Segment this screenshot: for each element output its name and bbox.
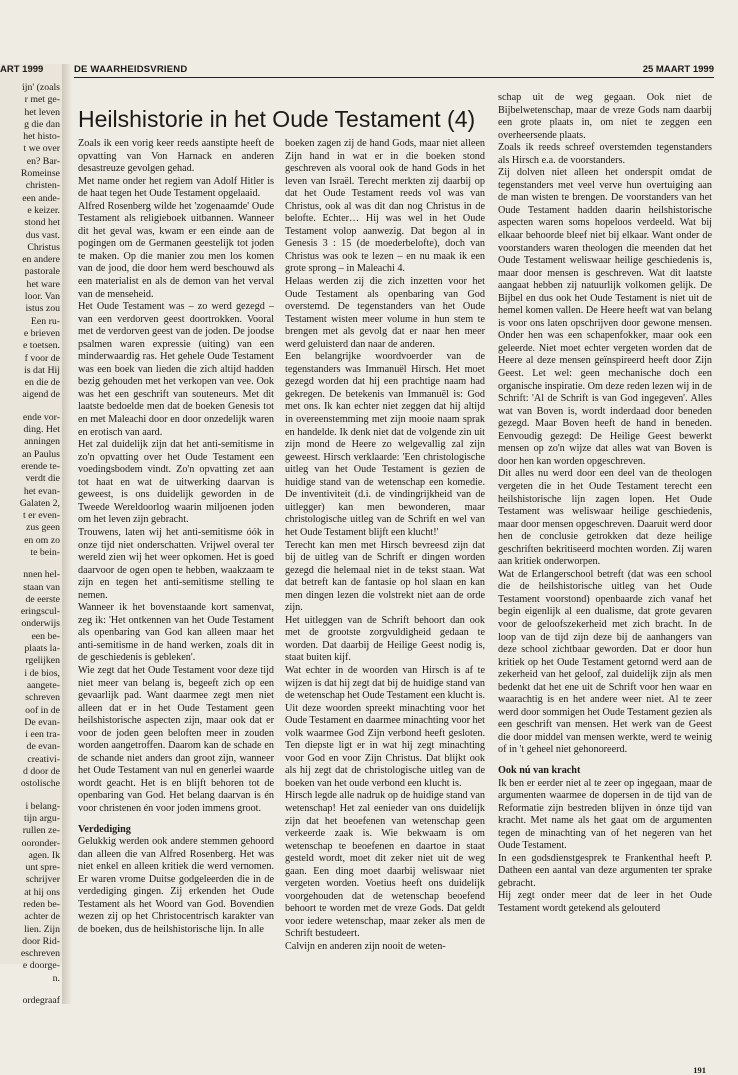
previous-page-line: zus geen: [25, 522, 60, 534]
previous-page-line: pastorale: [24, 266, 60, 278]
previous-page-line: Galaten 2,: [19, 497, 60, 509]
paragraph: Terecht kan men met Hirsch bevreesd zijn dat bij de uitleg van de Schrift er dingen worden gezegd die helemaal niet in de tekst staan. Wat dat betreft kan de fantasie op hol slaan en kan men dingen lezen die volstrekt niet aan de orde zijn.: [285, 539, 485, 614]
previous-page-line: het leven: [24, 106, 60, 118]
previous-page-line: unt spre-: [25, 862, 60, 874]
header-rule: [74, 77, 714, 78]
paragraph: Met name onder het regiem van Adolf Hitler is de haat tegen het Oude Testament opgelaaid.: [78, 175, 274, 200]
paragraph: Helaas werden zij die zich inzetten voor het Oude Testament als openbaring van God overstemd. De tegenstanders van het Oude Testament wisten meer volume in hun stem te brengen met als gevolg dat er naar hen meer werd geluisterd dan naar de anderen.: [285, 276, 485, 350]
paragraph: Wanneer ik het bovenstaande kort samenvat, zeg ik: 'Het ontkennen van het Oude Testament als openbaring van God kan alleen maar het anti-semitisme in de hand werken, zoals dit in de geschiedenis is gebleken'.: [78, 602, 274, 664]
previous-page-line: tijn argu-: [23, 812, 60, 824]
paragraph: Gelukkig werden ook andere stemmen gehoord dan alleen die van Alfred Rosenberg. Het was niet enkel en alleen kritiek die werd vernomen. Er waren vrome Duitse godgeleerden die in de verdediging gingen. Zij erkenden het Oude Testament als het Woord van God. Bovendien wezen zij op het Christocentrisch karakter van de boeken, dus de heilshistorische lijn. In alle: [78, 836, 274, 935]
previous-page-text: [0, 82, 62, 1007]
previous-page-line: e keizer.: [27, 204, 60, 216]
previous-page-line: en andere: [22, 254, 60, 266]
previous-page-line: f voor de: [24, 352, 60, 364]
article-column-1: [78, 138, 274, 936]
previous-page-line: de eerste: [25, 593, 60, 605]
previous-page-line: Christus: [27, 241, 60, 253]
previous-page-line: e toetsen.: [23, 340, 60, 352]
previous-page-line: Romeinse: [20, 168, 60, 180]
previous-page-line: i de bios,: [24, 667, 60, 679]
previous-page-line: is dat Hij: [24, 364, 60, 376]
article-title: Heilshistorie in het Oude Testament (4): [78, 106, 476, 132]
previous-page-line: en? Bar-: [26, 155, 60, 167]
previous-page-line: een be-: [31, 630, 60, 642]
paragraph: In een godsdienstgesprek te Frankenthal heeft P. Datheen een aantal van deze argumenten ter sprake gebracht.: [498, 852, 712, 889]
previous-page-line: rgelijken: [25, 655, 60, 667]
previous-page-line: i een tra-: [25, 729, 60, 741]
publication-name: DE WAARHEIDSVRIEND: [74, 64, 188, 75]
previous-page-line: Een ru-: [30, 315, 60, 327]
previous-page-line: t we over: [23, 143, 60, 155]
previous-page-line: e doorge-: [22, 960, 60, 972]
previous-page-line: en om zo: [24, 534, 60, 546]
previous-page-line: [0, 402, 62, 412]
previous-page-line: agen. Ik: [28, 849, 60, 861]
previous-page-line: anningen: [24, 436, 60, 448]
subheading-ook-nu-van-kracht: Ook nú van kracht: [498, 764, 581, 776]
previous-page-line: het histo-: [23, 131, 60, 143]
previous-page-header: ART 1999: [0, 64, 44, 75]
previous-page-line: de evan-: [26, 741, 60, 753]
issue-date: 25 MAART 1999: [642, 64, 714, 75]
article-column-3: [498, 92, 712, 916]
previous-page-line: onderwijs: [21, 618, 60, 630]
paragraph: Zij dolven niet alleen het onderspit omdat de tegenstanders met veel verve hun overtuiging aan de man wisten te brengen. De voorstanders van het Oude Testament hadden daarin heilshistorische aspecten waren soms hopeloos verdeeld. Wat bij elkaar behoorde bleef niet bij elkaar. Want onder de voorstanders waren theologen die meenden dat het Oude Testament weliswaar heilige geschiedenis is, maar door mensen is geschreven. Wat dit laatste aangaat hebben zij natuurlijk volkomen gelijk. De Bijbel en dus ook het Oude Testament is niet uit de hemel komen vallen. De Heere heeft wat van belang is voor ons laten opschrijven door gewone mensen. Onder hen was een schapenfokker, maar ook een geleerde. Niet moet echter vergeten worden dat de Heere al deze mensen geïnspireerd heeft door Zijn Geest. Let wel: geen mechanische doch een organische inspiratie. Om deze reden lezen wij in de Schrift: 'Al de Schrift is van God ingegeven'. Alles wat van Boven is, wordt inderdaad door beneden gezegd. Maar Boven heeft de hand in beneden. Eenvoudig gezegd: De Heilige Geest bewerkt mensen op zo'n wijze dat alles wat van Boven is door hen kan worden opgeschreven.: [498, 167, 712, 467]
previous-page-line: aigend de: [22, 389, 60, 401]
previous-page-line: stond het: [24, 217, 60, 229]
running-header: [74, 64, 714, 78]
previous-page-line: lien. Zijn: [24, 923, 60, 935]
paragraph: Het uitleggen van de Schrift behoort dan ook met de grootste zorgvuldigheid gedaan te worden. Dat daarbij de Heilige Geest nodig is, staat buiten kijf.: [285, 614, 485, 664]
paragraph: Alfred Rosenberg wilde het 'zogenaamde' Oude Testament als religieboek uitbannen. Wanneer dit het geval was, kwam er een einde aan de pogingen om de Germanen geestelijk tot joden te maken. Op die manier zou men los komen van de jood, die door hem werd beschouwd als een materialist en als de demon van het verval van de menseheid.: [78, 200, 274, 300]
previous-page-line: ordegraaf: [22, 995, 60, 1007]
paragraph: Het Oude Testament was – zo werd gezegd – van een verdorven geest doortrokken. Vooral met de verdorven geest van de joden. De joodse psalmen waren expressie (uiting) van een minderwaardig ras. Het gehele Oude Testament was een boek van lieden die zich altijd hadden bezig gehouden met het verkopen van vee. Ook was het een geschrift van souteneurs. Met dit laatste bedoelde men dat de boeken Genesis tot en met Maleachi door en door onzedelijk waren en erotisch van aard.: [78, 301, 274, 438]
previous-page-line: i belang-: [25, 800, 60, 812]
column-1-paragraphs: [78, 138, 274, 816]
previous-page-line: staan van: [23, 581, 60, 593]
paragraph: Wat de Erlangerschool betreft (dat was een school die de heilshistorische uitleg van het Oude Testament voorstond) openbaarde zich vanaf het begin eigenlijk al een dualisme, dat grote gevaren voor de geloofszekerheid met zich bracht. In de loop van de tijd zijn deze bij de aanhangers van deze school zichtbaar geworden. Dat er door hun kritiek op het Oude Testament getornd werd aan de zekerheid van het geloof, zal duidelijk zijn als men bedenkt dat het ene uit de Schrift voor hen waar en waarachtig is en het andere weer niet. Al te zeer werd door sommigen het Oude Testament gezien als een geschrift van mensen. Het werk van de Geest die door middel van mensen werkte, werd te weinig of in 't geheel niet gehonoreerd.: [498, 568, 712, 756]
paragraph: schap uit de weg gegaan. Ook niet de Bijbelwetenschap, maar de vreze Gods nam daarbij een grote plaats in, om niet te zeggen een overheersende plaats.: [498, 92, 712, 141]
previous-page-line: [0, 559, 62, 569]
previous-page-line: het evan-: [23, 485, 60, 497]
previous-page-line: an Paulus: [22, 448, 60, 460]
paragraph: Zoals ik een vorig keer reeds aanstipte heeft de opvatting van Von Harnack en anderen desastreuze gevolgen gehad.: [78, 138, 274, 175]
paragraph: Het zal duidelijk zijn dat het anti-semitisme in zo'n opvatting over het Oude Testament een voedingsbodem vindt. Zo'n opvatting zet aan tot haat en wat de uitwerking daarvan is geweest, is ons duidelijk geworden in de Tweede Wereldoorlog waarin miljoenen joden om het leven zijn gebracht.: [78, 439, 274, 526]
previous-page-line: ding. Het: [23, 424, 60, 436]
previous-page-line: eringscul-: [20, 606, 60, 618]
paragraph: Zoals ik reeds schreef overstemden tegenstanders als Hirsch e.a. de voorstanders.: [498, 142, 712, 166]
previous-page-line: christen-: [25, 180, 60, 192]
previous-page-line: r met ge-: [24, 94, 60, 106]
previous-page-line: aangete-: [26, 679, 60, 691]
paragraph: Trouwens, laten wij het anti-semitisme óók in onze tijd niet onderschatten. Vrijwel overal ter wereld zien wij het weer opkomen. Het is goed daarvoor de ogen open te hebben, waakzaam te zijn en tegen het anti-semitisme stelling te nemen.: [78, 526, 274, 601]
previous-page-line: te bein-: [30, 546, 60, 558]
column-1-continued: [78, 836, 274, 936]
page-gutter: [62, 64, 72, 1004]
previous-page-fragment: [0, 64, 62, 1007]
previous-page-line: De evan-: [24, 716, 60, 728]
paragraph: Wie zegt dat het Oude Testament voor deze tijd niet meer van belang is, begeeft zich op een gevaarlijk pad. Want daarmee zegt men niet alleen dat er in het Oude Testament geen heilshistorische aspecten zijn, maar ook dat er voor de joden geen beloften meer in zouden worden aangetroffen. Daarom kan de schade en de schande niet anders dan groot zijn, wanneer het Oude Testament van nul en generlei waarde wordt geacht. Het is en blijft behoren tot de openbaring van God. Het belang daarvan is én voor christenen én voor joden immens groot.: [78, 664, 274, 814]
previous-page-line: schrijver: [25, 874, 60, 886]
previous-page-line: ostolische: [20, 778, 60, 790]
previous-page-line: door Rid-: [22, 935, 60, 947]
previous-page-line: een ande-: [22, 192, 60, 204]
magazine-page: [74, 64, 714, 1075]
paragraph: Wat echter in de woorden van Hirsch is af te wijzen is dat hij zegt dat bij de huidige stand van de wetenschap het Oude Testament een klucht is. Uit deze woorden spreekt minachting voor het Oude Testament en daarmee minachting voor het volk waarmee God Zijn verbond heeft gesloten. Ten diepste ligt er in wat hij zegt minachting voor God en voor Zijn Christus. Dat blijkt ook als hij zegt dat de christologische uitleg van de boeken van het oude verbond een klucht is.: [285, 664, 485, 789]
column-2-paragraphs: [285, 138, 485, 954]
previous-page-line: ooronder-: [21, 837, 60, 849]
previous-page-line: t er even-: [23, 510, 60, 522]
previous-page-line: het ware: [26, 278, 60, 290]
previous-page-line: e brieven: [23, 327, 60, 339]
previous-page-line: schreven: [25, 692, 60, 704]
previous-page-line: reden be-: [23, 899, 60, 910]
previous-page-line: verdt die: [25, 473, 60, 485]
previous-page-line: at hij ons: [24, 886, 60, 898]
column-3-continued: [498, 778, 712, 916]
previous-page-line: oof in de: [25, 704, 60, 716]
previous-page-line: g die dan: [24, 118, 60, 130]
previous-page-line: erende te-: [21, 460, 60, 472]
paragraph: Dit alles nu werd door een deel van de theologen vergeten die in het Oude Testament terecht een heilshistorische lijn zagen lopen. Het Oude Testament was weliswaar heilige geschiedenis, maar door mensen opgeschreven. Daaruit werd door hen de conclusie getrokken dat deze heilige geschriften bekritiseerd mochten worden. Zij waren aan kritiek onderworpen.: [498, 468, 712, 568]
previous-page-line: ijn' (zoals: [22, 82, 60, 93]
previous-page-line: [0, 985, 62, 995]
previous-page-line: dus vast.: [25, 229, 60, 241]
previous-page-line: ende vor-: [22, 411, 60, 423]
paragraph: Calvijn en anderen zijn nooit de weten-: [285, 941, 446, 952]
paragraph: Hirsch legde alle nadruk op de huidige stand van wetenschap! Het zal eenieder van ons duidelijk zijn dat het beoefenen van wetenschap geen verkeerde zaak is. Wie bekwaam is om wetenschap te beoefenen en daartoe in staat gesteld wordt, moet dit zeker niet uit de weg gaan. Een ding moet daarbij weliswaar niet vergeten worden. Voetius heeft ons duidelijk voorgehouden dat de wetenschap beoefend behoort te worden met de vreze Gods. Dat geldt voor iedere wetenschap, maar zeker als men de Schrift bestudeert.: [285, 790, 485, 940]
previous-page-line: eschreven: [20, 948, 60, 960]
paragraph: Ik ben er eerder niet al te zeer op ingegaan, maar de argumenten waarmee de dopersen in de tijd van de Reformatie zijn bestreden blijven in ónze tijd van kracht. Met name als het gaat om de argumenten tegen de minachting van of het negeren van het Oude Testament.: [498, 777, 712, 852]
previous-page-line: plaats la-: [24, 643, 60, 655]
page-number: 191: [693, 1065, 706, 1075]
column-3-paragraphs: [498, 92, 712, 757]
previous-page-line: achter de: [24, 911, 60, 923]
paragraph: Hij zegt onder meer dat de leer in het Oude Testament wordt getekend als gelouterd: [498, 890, 712, 914]
previous-page-line: loor. Van: [24, 291, 60, 303]
previous-page-line: istus zou: [25, 303, 60, 315]
subheading-verdediging: Verdediging: [78, 823, 131, 835]
previous-page-line: en die de: [24, 377, 60, 389]
previous-page-line: [0, 791, 62, 801]
previous-page-line: n.: [52, 972, 60, 984]
previous-page-line: nnen hel-: [23, 569, 60, 581]
article-column-2: [285, 138, 485, 954]
paragraph: Een belangrijke woordvoerder van de tegenstanders was Immanuël Hirsch. Het moet gezegd worden dat hij een prachtige naam had gekregen. De betekenis van Immanuël is: God met ons. Ik kan echter niet zeggen dat hij altijd in overeenstemming met zijn mooie naam sprak en handelde. Ik denk niet dat de volgende zin uit zijn mond de Heere zo welgevallig zal zijn geweest. Hirsch verklaarde: 'Een christologische uitleg van het Oude Testament is gezien de huidige stand van de wetenschap een komedie. De inventiviteit (d.i. de vindingrijkheid van de uitlegger) kan men bewonderen, maar christologische uitleg van de Schrift en wel van het Oude Testament blijft een klucht!': [285, 351, 485, 538]
previous-page-line: rullen ze-: [22, 825, 60, 837]
previous-page-line: creativi-: [27, 753, 60, 765]
paragraph: boeken zagen zij de hand Gods, maar niet alleen Zijn hand in wat er in die boeken stond geschreven als vooral ook de hand Gods in het leven van Israël. Terecht merkten zij daarbij op dat het Oude Testament reeds vol was van Christus, ook al was dit dan nog Christus in de belofte. Echter… Hij was wel in het Oude Testament volop aanwezig. Dat begon al in Genesis 3 : 15 (de moederbelofte), doch van Christus was ook te lezen – en nu maak ik een grote sprong – in Maleachi 4.: [285, 138, 485, 275]
previous-page-line: d door de: [22, 766, 60, 778]
